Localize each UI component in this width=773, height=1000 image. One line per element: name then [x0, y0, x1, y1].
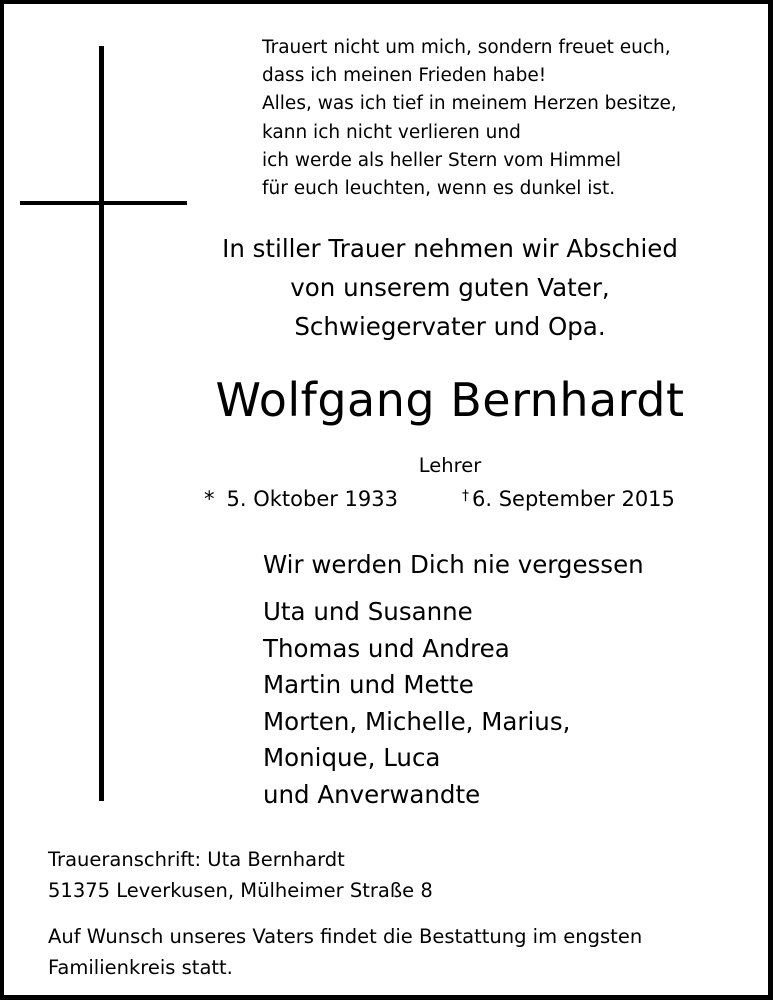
family-member: Uta und Susanne — [263, 597, 473, 626]
deceased-name: Wolfgang Bernhardt — [215, 373, 685, 427]
family-member: Martin und Mette — [263, 670, 474, 700]
birth-symbol: * — [204, 487, 215, 511]
poem-line: ich werde als heller Stern vom Himmel — [262, 149, 622, 171]
intro-line: In stiller Trauer nehmen wir Abschied — [222, 234, 678, 263]
poem-line: Alles, was ich tief in meinem Herzen besitze, — [262, 93, 677, 115]
birth-date-text: 5. Oktober 1933 — [226, 487, 398, 511]
cross-vertical-bar — [99, 46, 104, 801]
family-member: und Anverwandte — [263, 779, 481, 809]
intro-line: von unserem guten Vater, — [290, 273, 610, 302]
funeral-notice — [48, 921, 748, 983]
deceased-profession: Lehrer — [418, 454, 482, 477]
poem-line: kann ich nicht verlieren und — [262, 121, 521, 143]
notice-line: Auf Wunsch unseres Vaters findet die Bestattung im engsten — [48, 925, 643, 948]
mourning-address — [48, 844, 433, 906]
poem-line: dass ich meinen Frieden habe! — [262, 65, 547, 87]
poem-line: für euch leuchten, wenn es dunkel ist. — [262, 178, 616, 200]
intro-text — [170, 229, 730, 346]
death-date-text: 6. September 2015 — [472, 487, 675, 511]
closing-line: Wir werden Dich nie vergessen — [263, 550, 644, 579]
poem-line: Trauert nicht um mich, sondern freuet euch, — [262, 37, 671, 58]
poem — [262, 34, 677, 203]
family-member: Thomas und Andrea — [263, 633, 510, 663]
address-line: 51375 Leverkusen, Mülheimer Straße 8 — [48, 879, 433, 902]
family-list — [263, 594, 570, 814]
death-symbol: † — [462, 488, 469, 504]
family-member: Morten, Michelle, Marius, — [263, 706, 571, 736]
birth-date — [204, 484, 398, 514]
address-line: Traueranschrift: Uta Bernhardt — [48, 848, 345, 871]
notice-line: Familienkreis statt. — [48, 956, 233, 979]
cross-horizontal-bar — [20, 201, 187, 205]
intro-line: Schwiegervater und Opa. — [294, 312, 606, 341]
family-member: Monique, Luca — [263, 743, 441, 773]
death-date — [462, 484, 675, 517]
